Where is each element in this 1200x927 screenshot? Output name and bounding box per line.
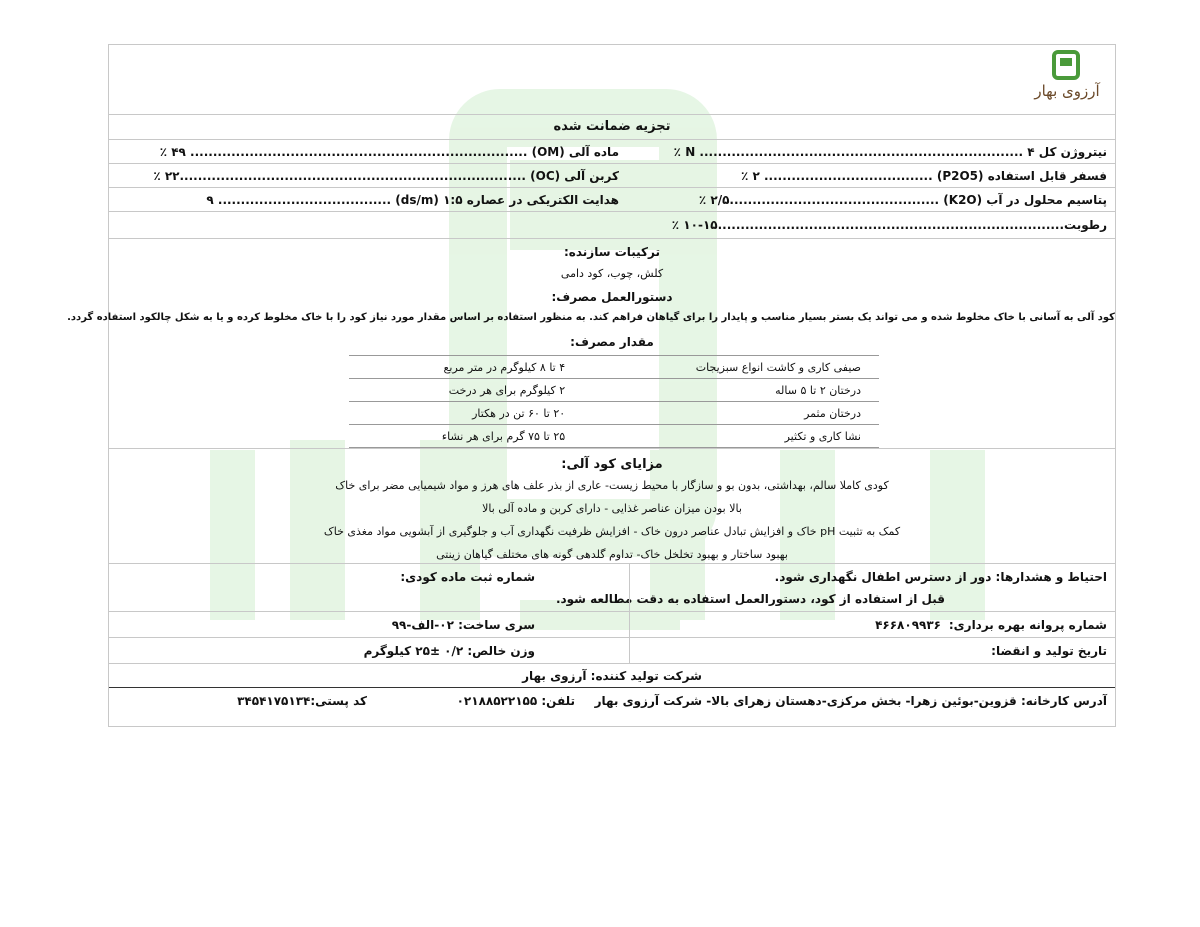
caution-line: احتیاط و هشدارها: دور از دسترس اطفال نگهداری شود. bbox=[774, 570, 1107, 584]
producer-name: شرکت تولید کننده: آرزوی بهار bbox=[522, 669, 702, 683]
guarantee-title: تجزیه ضمانت شده bbox=[553, 119, 671, 134]
dosage-crop: نشا کاری و تکثیر bbox=[583, 425, 879, 448]
batch-series: سری ساخت: ۰۲-الف-۹۹ bbox=[391, 618, 535, 632]
license-value: ۴۶۶۸۰۹۹۳۶ bbox=[875, 618, 941, 632]
factory-address: آدرس کارخانه: قزوین-بوئین زهرا- بخش مرکزی-دهستان زهرای بالا- شرکت آرزوی بهار bbox=[594, 694, 1107, 708]
potassium-value: پتاسیم محلول در آب (K2O) ..............................................۲/۵ ٪ bbox=[698, 193, 1107, 207]
dates-label: تاریخ تولید و انقضا: bbox=[991, 644, 1107, 658]
caution-line: قبل از استفاده از کود، دستورالعمل استفاده به دقت مطالعه شود. bbox=[555, 592, 945, 606]
caution-section bbox=[109, 563, 1115, 611]
phone-number: تلفن: ۰۲۱۸۸۵۲۲۱۵۵ bbox=[456, 694, 575, 708]
license-label: شماره پروانه بهره برداری: bbox=[948, 618, 1107, 632]
guarantee-row bbox=[109, 163, 1115, 187]
table-row bbox=[349, 379, 879, 402]
product-label-sheet bbox=[67, 44, 1116, 727]
benefits-title: مزایای کود آلی: bbox=[561, 457, 663, 472]
om-value: ماده آلی (OM) .......................................................................... ۴۹ ٪ bbox=[159, 145, 619, 159]
table-row bbox=[349, 425, 879, 448]
composition-value: کلش، چوب، کود دامی bbox=[560, 267, 664, 280]
dosage-amount: ۲ کیلوگرم برای هر درخت bbox=[349, 379, 583, 402]
instructions-title: دستورالعمل مصرف: bbox=[551, 290, 673, 304]
dosage-title: مقدار مصرف: bbox=[570, 335, 654, 349]
instructions-text: کود آلی به آسانی با خاک مخلوط شده و می تواند یک بستر بسیار مناسب و پایدار را برای گیاهان فراهم کند. به منظور استفاده بر اساس مقدار مورد نیاز کود را با خاک مخلوط کرده و یا به شکل چالکود استفاده گردد. bbox=[67, 312, 1115, 323]
phosphorus-value: فسفر قابل استفاده (P2O5) ..................................... ۲ ٪ bbox=[740, 169, 1107, 183]
dates-row bbox=[109, 637, 1115, 663]
moisture-value: رطوبت............................................................................۱۵-۱۰ ٪ bbox=[671, 218, 1107, 232]
registration-label: شماره ثبت ماده کودی: bbox=[400, 570, 535, 584]
brand-name: آرزوی بهار bbox=[1034, 82, 1100, 100]
table-row bbox=[349, 356, 879, 379]
nitrogen-value: نیتروژن کل N ....................................................................... ۴ ٪ bbox=[673, 145, 1107, 159]
benefits-section bbox=[109, 448, 1115, 563]
net-weight: وزن خالص: ۰/۲ ±۲۵ کیلوگرم bbox=[363, 644, 535, 658]
dosage-amount: ۲۰ تا ۶۰ تن در هکتار bbox=[349, 402, 583, 425]
ec-value: هدایت الکتریکی در عصاره ۱:۵ (ds/m) ...................................... ۹ bbox=[206, 193, 619, 207]
oc-value: کربن آلی (OC) ............................................................................۲۲ ٪ bbox=[153, 169, 619, 183]
postal-code: کد پستی:۳۴۵۴۱۷۵۱۳۴ bbox=[237, 694, 367, 708]
benefit-line: بالا بودن میزان عناصر غذایی - دارای کربن و ماده آلی بالا bbox=[482, 502, 742, 515]
dosage-table bbox=[349, 355, 879, 448]
guarantee-row bbox=[109, 139, 1115, 163]
table-row bbox=[349, 402, 879, 425]
dosage-crop: درختان مثمر bbox=[583, 402, 879, 425]
guarantee-title-row bbox=[109, 114, 1115, 139]
composition-title: ترکیبات سازنده: bbox=[563, 245, 661, 259]
producer-row bbox=[109, 663, 1115, 687]
dosage-amount: ۲۵ تا ۷۵ گرم برای هر نشاء bbox=[349, 425, 583, 448]
benefit-line: کمک به تثبیت pH خاک و افزایش تبادل عناصر درون خاک - افزایش ظرفیت نگهداری آب و جلوگیری از آبشویی مواد مغذی خاک bbox=[323, 525, 901, 538]
guarantee-row bbox=[109, 187, 1115, 211]
guarantee-row bbox=[109, 211, 1115, 238]
benefit-line: کودی کاملا سالم، بهداشتی، بدون بو و سازگار با محیط زیست- عاری از بذر علف های هرز و مواد شیمیایی مضر برای خاک bbox=[335, 479, 889, 492]
dosage-crop: درختان ۲ تا ۵ ساله bbox=[583, 379, 879, 402]
address-row bbox=[109, 687, 1115, 727]
divider bbox=[629, 637, 630, 663]
dosage-crop: صیفی کاری و کاشت انواع سبزیجات bbox=[583, 356, 879, 379]
license-row bbox=[109, 611, 1115, 637]
dosage-amount: ۴ تا ۸ کیلوگرم در متر مربع bbox=[349, 356, 583, 379]
benefit-line: بهبود ساختار و بهبود تخلخل خاک- تداوم گلدهی گونه های مختلف گیاهان زینتی bbox=[436, 548, 788, 561]
brand-logo bbox=[1022, 50, 1112, 114]
leaf-icon bbox=[1022, 50, 1112, 110]
